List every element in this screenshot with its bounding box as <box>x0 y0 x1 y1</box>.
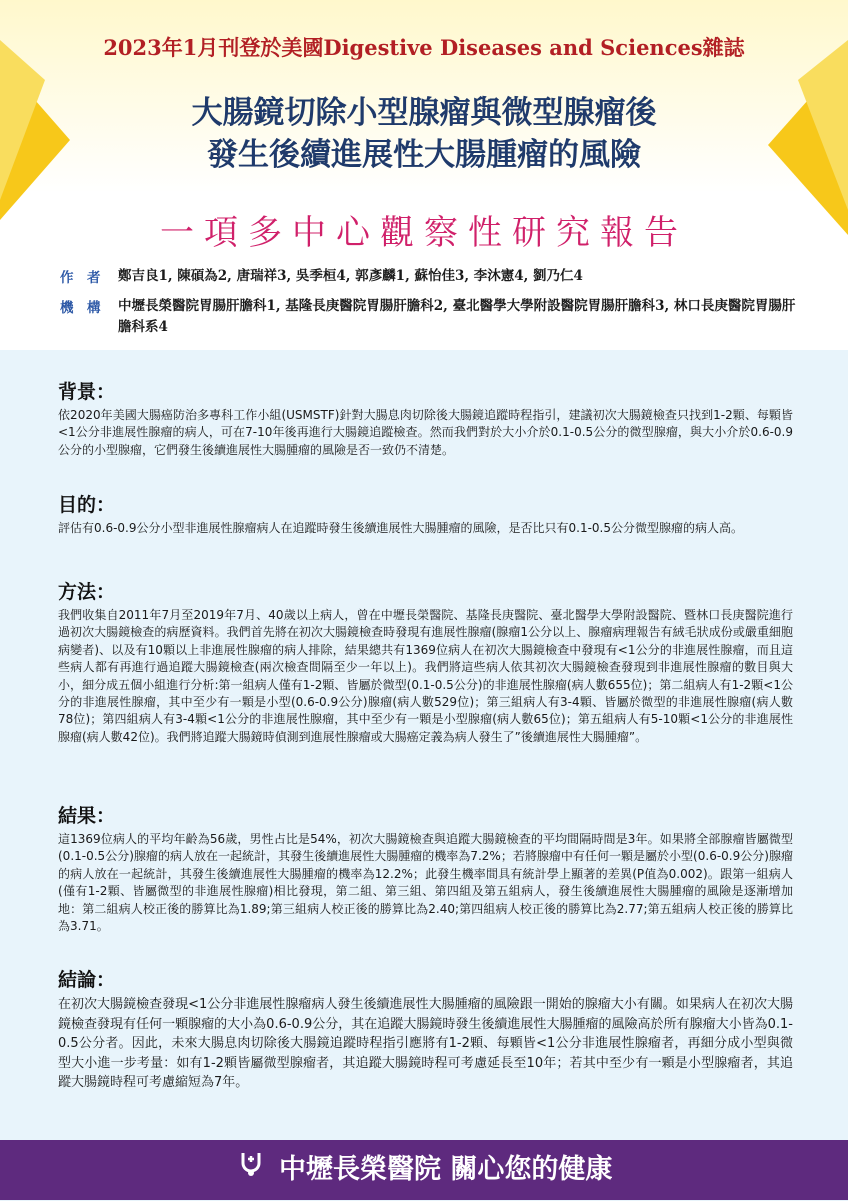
institutions-text: 中壢長榮醫院胃腸肝膽科1, 基隆長庚醫院胃腸肝膽科2, 臺北醫學大學附設醫院胃腸肝膽科3, 林口長庚醫院胃腸肝膽科系4 <box>118 298 796 335</box>
subtitle: 一項多中心觀察性研究報告 <box>160 213 688 253</box>
results-body: 這1369位病人的平均年齡為56歲，男性占比是54%，初次大腸鏡檢查與追蹤大腸鏡檢查的平均間隔時間是3年。如果將全部腺瘤皆屬微型(0.1-0.5公分)腺瘤的病人放在一起統計，其發生後續進展性大腸腫瘤的機率為7.2%；若將腺瘤中有任何一顆是屬於小型(0.6-0.9公分)腺瘤的病人放在一起統計，其發生後續進展性大腸腫瘤的機率為12.2%；此發生機率間具有統計學上顯著的差異(P值為0.002)。跟第一組病人(僅有1-2顆、皆屬微型的非進展性腺瘤)相比發現，第二組、第三組、第四組及第五組病人，發生後續進展性大腸腫瘤的風險是逐漸增加地：第二組病人校正後的勝算比為1.89;第三組病人校正後的勝算比為2.40;第四組病人校正後的勝算比為2.77;第五組病人校正後的勝算比為3.71。 <box>58 832 793 934</box>
authors-row <box>60 266 798 287</box>
authors-names: 鄭吉良1, 陳碩為2, 唐瑞祥3, 吳季桓4, 郭彥麟1, 蘇怡佳3, 李沐憲4, 劉乃仁4 <box>118 268 583 284</box>
institutions-label: 機 構 <box>60 300 101 316</box>
section-methods <box>58 577 793 746</box>
section-results <box>58 801 793 935</box>
authors-label: 作 者 <box>60 270 101 286</box>
hospital-logo-icon <box>236 1141 266 1201</box>
title-line-1: 大腸鏡切除小型腺瘤與微型腺瘤後 <box>191 95 657 131</box>
background-body: 依2020年美國大腸癌防治多專科工作小組(USMSTF)針對大腸息肉切除後大腸鏡追蹤時程指引，建議初次大腸鏡檢查只找到1-2顆、每顆皆<1公分非進展性腺瘤的病人，可在7-10年後再進行大腸鏡追蹤檢查。然而我們對於大小介於0.1-0.5公分的微型腺瘤，與大小介於0.6-0.9公分的小型腺瘤，它們發生後續進展性大腸腫瘤的風險是否一致仍不清楚。 <box>58 408 793 457</box>
footer-hospital-name: 中壢長榮醫院 <box>279 1154 441 1185</box>
institutions-row <box>60 296 798 338</box>
results-heading: 結果： <box>58 805 116 827</box>
methods-body: 我們收集自2011年7月至2019年7月、40歲以上病人，曾在中壢長榮醫院、基隆長庚醫院、臺北醫學大學附設醫院、暨林口長庚醫院進行過初次大腸鏡檢查的病歷資料。我們首先將在初次大腸鏡檢查時發現有進展性腺瘤(腺瘤1公分以上、腺瘤病理報告有絨毛狀成份或嚴重細胞病變者)、以及有10顆以上非進展性腺瘤的病人排除，結果總共有1369位病人在初次大腸鏡檢查中發現有<1公分的非進展性腺瘤，而且這些病人都有再進行過追蹤大腸鏡檢查(兩次檢查間隔至少一年以上)。我們將這些病人依其初次大腸鏡檢查發現到非進展性腺瘤的數目與大小，細分成五個小組進行分析:第一組病人僅有1-2顆、皆屬於微型(0.1-0.5公分)的非進展性腺瘤(病人數655位)；第二組病人有1-2顆<1公分的非進展性腺瘤，其中至少有一顆是小型(0.6-0.9公分)腺瘤(病人數529位)；第三組病人有3-4顆、皆屬於微型的非進展性腺瘤(病人數78位)；第四組病人有3-4顆<1公分的非進展性腺瘤，其中至少有一顆是小型腺瘤(病人數65位)；第五組病人有5-10顆<1公分的非進展性腺瘤(病人數42位)。我們將追蹤大腸鏡時偵測到進展性腺瘤或大腸癌定義為病人發生了”後續進展性大腸腫瘤”。 <box>58 608 793 744</box>
footer-slogan: 關心您的健康 <box>450 1154 613 1185</box>
section-conclusion <box>58 965 793 1093</box>
conclusion-body: 在初次大腸鏡檢查發現<1公分非進展性腺瘤病人發生後續進展性大腸腫瘤的風險跟一開始的腺瘤大小有關。如果病人在初次大腸鏡檢查發現有任何一顆腺瘤的大小為0.6-0.9公分，其在追蹤大腸鏡時發生後續進展性大腸腫瘤的風險高於所有腺瘤大小皆為0.1-0.5公分者。因此，未來大腸息肉切除後大腸鏡追蹤時程指引應將有1-2顆、每顆皆<1公分非進展性腺瘤者，再細分成小型與微型大小進一步考量：如有1-2顆皆屬微型腺瘤者，其追蹤大腸鏡時程可考慮延長至10年；若其中至少有一顆是小型腺瘤者，其追蹤大腸鏡時程可考慮縮短為7年。 <box>58 997 793 1091</box>
purpose-body: 評估有0.6-0.9公分小型非進展性腺瘤病人在追蹤時發生後續進展性大腸腫瘤的風險，是否比只有0.1-0.5公分微型腺瘤的病人高。 <box>58 521 744 535</box>
title-line-2: 發生後續進展性大腸腫瘤的風險 <box>207 137 641 173</box>
page-title <box>0 92 848 176</box>
footer-banner <box>0 1140 848 1200</box>
section-background <box>58 377 793 459</box>
journal-line: 2023年1月刊登於美國Digestive Diseases and Sciences雜誌 <box>103 35 745 60</box>
section-purpose <box>58 490 793 537</box>
purpose-heading: 目的： <box>58 494 116 516</box>
background-heading: 背景： <box>58 381 116 403</box>
methods-heading: 方法： <box>58 581 116 603</box>
conclusion-heading: 結論： <box>58 969 116 991</box>
